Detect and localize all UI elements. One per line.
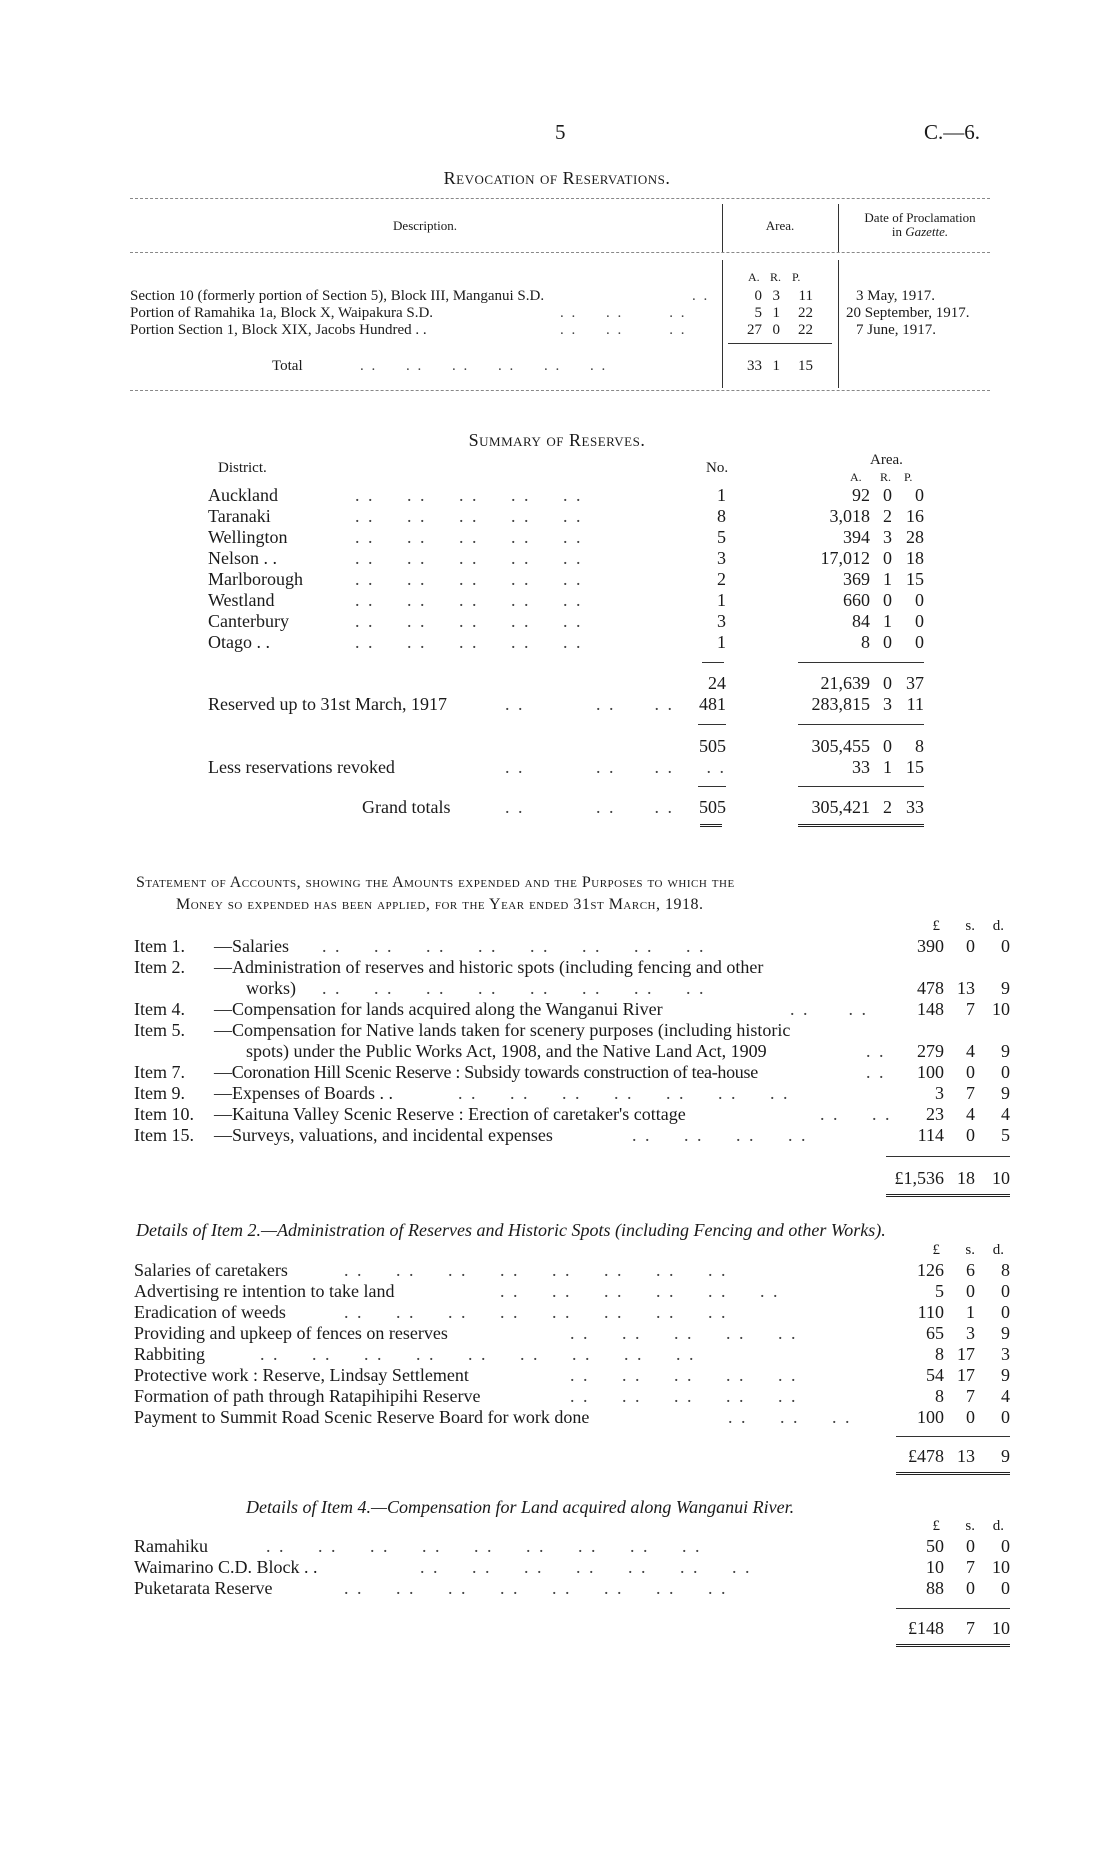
details-item2-title: Details of Item 2.—Administration of Reserves and Historic Spots (including Fencing and other Works). [136,1220,886,1240]
statement-title-line1: Statement of Accounts, showing the Amounts expended and the Purposes to which the [136,874,735,891]
less-a: 33 [852,757,870,777]
amount-pounds: 114 [917,1125,944,1145]
amount-pence: 0 [1001,1062,1010,1082]
grand-r: 2 [883,797,892,817]
revocation-total-label: Total [272,358,303,374]
details-text: Salaries of caretakers [134,1260,288,1280]
leader-dots: . . . . . . [505,797,674,817]
reserved-count: 481 [699,694,726,714]
rule [702,662,724,663]
reserve-count: 3 [717,548,726,568]
area-r: 0 [772,322,780,338]
leader-dots: . . . . . . . . . . . . . . . . . . [260,1344,696,1364]
item-number: Item 4. [134,999,185,1019]
item-text-continued: works) [246,978,296,998]
amount-pounds: 126 [917,1260,944,1280]
amount-pence: 9 [1001,978,1010,998]
area-a: 660 [843,590,870,610]
leader-dots: . . . . . . . . . . [355,632,583,652]
details2-total-shillings: 13 [957,1446,975,1466]
details-text: Payment to Summit Road Scenic Reserve Board for work done [134,1407,590,1427]
area-header: Area. [765,218,795,233]
leader-dots: . . . . . . [505,694,674,714]
grand-a: 305,421 [811,797,870,817]
rule [798,724,924,725]
statement-total-pounds: £1,536 [894,1168,944,1188]
total-r: 1 [772,358,780,374]
area-r: 0 [883,590,892,610]
details-item4-title: Details of Item 4.—Compensation for Land acquired along Wanganui River. [246,1497,795,1517]
unit-pounds: £ [932,1242,940,1258]
details-text: Advertising re intention to take land [134,1281,395,1301]
item-text: —Surveys, valuations, and incidental expenses [214,1125,553,1145]
amount-shillings: 6 [966,1260,975,1280]
unit-pounds: £ [932,1518,940,1534]
details2-total-pounds: £478 [908,1446,944,1466]
unit-shillings: s. [965,1242,975,1258]
total-p: 15 [798,358,813,374]
no-header: No. [706,460,729,476]
unit-acres: A. [748,270,760,284]
amount-pounds: 23 [926,1104,944,1124]
details-text: Protective work : Reserve, Lindsay Settlement [134,1365,469,1385]
total-r: 0 [883,736,892,756]
details-text: Providing and upkeep of fences on reserves [134,1323,448,1343]
revocation-row-desc: Section 10 (formerly portion of Section 5), Block III, Manganui S.D. [130,288,545,304]
column-rule [838,204,839,252]
details-text: Puketarata Reserve [134,1578,273,1598]
amount-shillings: 0 [966,936,975,956]
document-code: C.—6. [924,120,981,144]
item-number: Item 9. [134,1083,185,1103]
unit-pounds: £ [932,918,940,934]
proclamation-date: 3 May, 1917. [856,288,936,304]
unit-acres: A. [850,470,862,484]
amount-pounds: 5 [935,1281,944,1301]
leader-dots: . . . . . . [560,322,687,338]
amount-pounds: 279 [917,1041,944,1061]
grand-totals-label: Grand totals [362,797,451,817]
item-number: Item 5. [134,1020,185,1040]
item-text-continued: spots) under the Public Works Act, 1908, and the Native Land Act, 1909 [246,1041,767,1061]
area-r: 1 [883,569,892,589]
amount-shillings: 17 [957,1365,975,1385]
revocation-row-desc: Portion Section 1, Block XIX, Jacobs Hundred . . [130,322,427,338]
leader-dots: . . . . . . . . . . [570,1365,798,1385]
amount-pence: 4 [1001,1386,1010,1406]
district-name: Taranaki [208,506,271,526]
amount-pence: 0 [1001,936,1010,956]
rule [728,343,832,344]
amount-pounds: 110 [917,1302,944,1322]
amount-shillings: 4 [966,1104,975,1124]
leader-dots: . . . . . . . . . . . . [500,1281,780,1301]
less-r: 1 [883,757,892,777]
total-p: 8 [915,736,924,756]
amount-pounds: 50 [926,1536,944,1556]
amount-shillings: 0 [966,1062,975,1082]
area-a: 369 [843,569,870,589]
details-text: Eradication of weeds [134,1302,286,1322]
double-rule [886,1194,1010,1197]
description-header: Description. [393,218,457,233]
item-text: —Kaituna Valley Scenic Reserve : Erection of caretaker's cottage [214,1104,686,1124]
reserve-count: 5 [717,527,726,547]
area-a: 92 [852,485,870,505]
amount-pounds: 8 [935,1344,944,1364]
amount-pence: 8 [1001,1260,1010,1280]
amount-pounds: 148 [917,999,944,1019]
rule [130,252,990,253]
amount-shillings: 7 [966,1386,975,1406]
proclamation-date: 7 June, 1917. [856,322,936,338]
area-a: 3,018 [829,506,870,526]
leader-dots: . . . . . . [505,757,674,777]
amount-pence: 10 [992,1557,1010,1577]
proclamation-date: 20 September, 1917. [846,305,970,321]
amount-pence: 9 [1001,1041,1010,1061]
details-text: Waimarino C.D. Block . . [134,1557,318,1577]
amount-shillings: 7 [966,1083,975,1103]
amount-shillings: 17 [957,1344,975,1364]
item-number: Item 2. [134,957,185,977]
area-r: 0 [883,485,892,505]
leader-dots: . . [866,1062,886,1082]
area-a: 0 [754,288,762,304]
leader-dots: . . . . [820,1104,892,1124]
less-revoked-label: Less reservations revoked [208,757,395,777]
reserved-label: Reserved up to 31st March, 1917 [208,694,447,714]
total-count: 505 [699,736,726,756]
item-text: —Coronation Hill Scenic Reserve : Subsidy towards construction of tea-house [214,1062,758,1082]
leader-dots: . . . . . . [560,305,687,321]
details-text: Formation of path through Ratapihipihi Reserve [134,1386,481,1406]
unit-perches: P. [792,270,801,284]
amount-pence: 9 [1001,1083,1010,1103]
leader-dots: . . . . . . . . . . [570,1323,798,1343]
leader-dots: . . . . . . . . . . [355,590,583,610]
area-r: 3 [883,527,892,547]
leader-dots: . . . . . . . . [632,1125,808,1145]
date-header: Date of Proclamation [864,210,976,225]
amount-shillings: 13 [957,978,975,998]
district-name: Wellington [208,527,288,547]
page-number: 5 [555,120,566,144]
double-rule [896,1644,1010,1647]
amount-pence: 0 [1001,1281,1010,1301]
details4-total-pence: 10 [992,1618,1010,1638]
grand-count: 505 [699,797,726,817]
area-p: 22 [798,322,813,338]
amount-pence: 3 [1001,1344,1010,1364]
amount-shillings: 0 [966,1281,975,1301]
unit-perches: P. [904,470,913,484]
amount-pounds: 65 [926,1323,944,1343]
details4-total-shillings: 7 [966,1618,975,1638]
amount-pence: 9 [1001,1365,1010,1385]
rule [886,1156,1010,1157]
subtotal-p: 37 [906,673,924,693]
item-text: —Compensation for lands acquired along the Wanganui River [214,999,663,1019]
column-rule [722,204,723,252]
amount-shillings: 7 [966,1557,975,1577]
double-rule [798,824,924,827]
district-name: Auckland [208,485,278,505]
area-p: 18 [906,548,924,568]
reserved-a: 283,815 [811,694,870,714]
double-rule [896,1472,1010,1475]
rule [896,1436,1010,1437]
area-a: 17,012 [820,548,870,568]
rule [698,786,726,787]
amount-pence: 0 [1001,1407,1010,1427]
amount-shillings: 0 [966,1578,975,1598]
unit-pence: d. [992,918,1004,934]
unit-pence: d. [992,1242,1004,1258]
area-r: 2 [883,506,892,526]
details-text: Rabbiting [134,1344,205,1364]
amount-pounds: 54 [926,1365,944,1385]
statement-title-line2: Money so expended has been applied, for the Year ended 31st March, 1918. [176,896,704,913]
reserve-count: 8 [717,506,726,526]
amount-pounds: 10 [926,1557,944,1577]
district-header: District. [218,460,267,476]
reserve-count: 1 [717,632,726,652]
leader-dots: . . . . . . [728,1407,852,1427]
less-count: . . [706,757,726,777]
leader-dots: . . . . . . . . . . . . . . . . [344,1260,728,1280]
area-a: 5 [754,305,762,321]
amount-shillings: 4 [966,1041,975,1061]
amount-pence: 10 [992,999,1010,1019]
leader-dots: . . . . . . . . . . . . . . . . . . [266,1536,702,1556]
area-a: 394 [843,527,870,547]
item-number: Item 7. [134,1062,185,1082]
rule [130,198,990,199]
reserve-count: 3 [717,611,726,631]
statement-total-pence: 10 [992,1168,1010,1188]
amount-pence: 5 [1001,1125,1010,1145]
leader-dots: . . . . . . . . . . [355,548,583,568]
grand-p: 33 [906,797,924,817]
subtotal-count: 24 [708,673,726,693]
total-a: 33 [747,358,762,374]
leader-dots: . . . . . . . . . . [355,506,583,526]
leader-dots: . . . . . . . . . . [570,1386,798,1406]
leader-dots: . . [692,288,710,304]
area-r: 1 [772,305,780,321]
leader-dots: . . . . . . . . . . . . . . . . [322,978,706,998]
details4-total-pounds: £148 [908,1618,944,1638]
leader-dots: . . . . . . . . . . [355,611,583,631]
item-text: —Compensation for Native lands taken for scenery purposes (including historic [214,1020,791,1040]
reserved-r: 3 [883,694,892,714]
amount-pence: 4 [1001,1104,1010,1124]
item-number: Item 10. [134,1104,194,1124]
item-number: Item 1. [134,936,185,956]
amount-pounds: 390 [917,936,944,956]
district-name: Westland [208,590,275,610]
area-p: 22 [798,305,813,321]
amount-shillings: 0 [966,1407,975,1427]
revocation-row-desc: Portion of Ramahika 1a, Block X, Waipakura S.D. [130,305,434,321]
less-p: 15 [906,757,924,777]
district-name: Nelson . . [208,548,277,568]
column-rule [838,260,839,388]
area-p: 0 [915,611,924,631]
rule [798,786,924,787]
amount-shillings: 0 [966,1536,975,1556]
amount-shillings: 0 [966,1125,975,1145]
item-text: —Expenses of Boards . . [214,1083,393,1103]
item-number: Item 15. [134,1125,194,1145]
revocation-title: Revocation of Reservations. [443,168,671,188]
amount-shillings: 3 [966,1323,975,1343]
reserve-count: 1 [717,590,726,610]
leader-dots: . . . . . . . . . . . . . . . . [322,936,706,956]
subtotal-r: 0 [883,673,892,693]
district-name: Marlborough [208,569,303,589]
area-p: 16 [906,506,924,526]
date-header-gazette: in Gazette. [891,224,949,239]
amount-pence: 0 [1001,1536,1010,1556]
item-text: —Administration of reserves and historic spots (including fencing and other [214,957,764,977]
amount-pounds: 8 [935,1386,944,1406]
leader-dots: . . . . . . . . . . . . . . [458,1083,790,1103]
details-text: Ramahiku [134,1536,208,1556]
area-p: 11 [798,288,813,304]
amount-pounds: 3 [935,1083,944,1103]
details2-total-pence: 9 [1001,1446,1010,1466]
unit-shillings: s. [965,918,975,934]
area-r: 1 [883,611,892,631]
leader-dots: . . . . . . . . . . . . . . [420,1557,752,1577]
area-a: 27 [747,322,762,338]
rule [130,390,990,391]
area-p: 0 [915,485,924,505]
area-a: 84 [852,611,870,631]
amount-pounds: 478 [917,978,944,998]
area-a: 8 [861,632,870,652]
reserved-p: 11 [906,694,924,714]
amount-pence: 9 [1001,1323,1010,1343]
area-r: 3 [772,288,780,304]
item-text: —Salaries [214,936,289,956]
amount-pounds: 100 [917,1407,944,1427]
unit-pence: d. [992,1518,1004,1534]
leader-dots: . . . . . . . . . . . . [360,358,608,374]
area-r: 0 [883,548,892,568]
rule [798,662,924,663]
unit-roods: R. [770,270,782,284]
area-p: 28 [906,527,924,547]
area-r: 0 [883,632,892,652]
amount-pounds: 88 [926,1578,944,1598]
leader-dots: . . . . . . . . . . [355,569,583,589]
area-p: 15 [906,569,924,589]
unit-roods: R. [880,470,892,484]
summary-title: Summary of Reserves. [468,430,646,450]
area-p: 0 [915,632,924,652]
unit-shillings: s. [965,1518,975,1534]
subtotal-a: 21,639 [820,673,870,693]
amount-pence: 0 [1001,1302,1010,1322]
area-header: Area. [870,452,903,468]
leader-dots: . . [866,1041,886,1061]
amount-pounds: 100 [917,1062,944,1082]
leader-dots: . . . . . . . . . . [355,485,583,505]
amount-shillings: 7 [966,999,975,1019]
district-name: Otago . . [208,632,270,652]
reserve-count: 2 [717,569,726,589]
leader-dots: . . . . . . . . . . . . . . . . [344,1302,728,1322]
leader-dots: . . . . . . . . . . . . . . . . [344,1578,728,1598]
leader-dots: . . . . [790,999,868,1019]
amount-pence: 0 [1001,1578,1010,1598]
statement-total-shillings: 18 [957,1168,975,1188]
rule [698,724,726,725]
column-rule [722,260,723,388]
rule [896,1608,1010,1609]
area-p: 0 [915,590,924,610]
amount-shillings: 1 [966,1302,975,1322]
leader-dots: . . . . . . . . . . [355,527,583,547]
double-rule [700,824,722,827]
reserve-count: 1 [717,485,726,505]
district-name: Canterbury [208,611,289,631]
total-a: 305,455 [811,736,870,756]
